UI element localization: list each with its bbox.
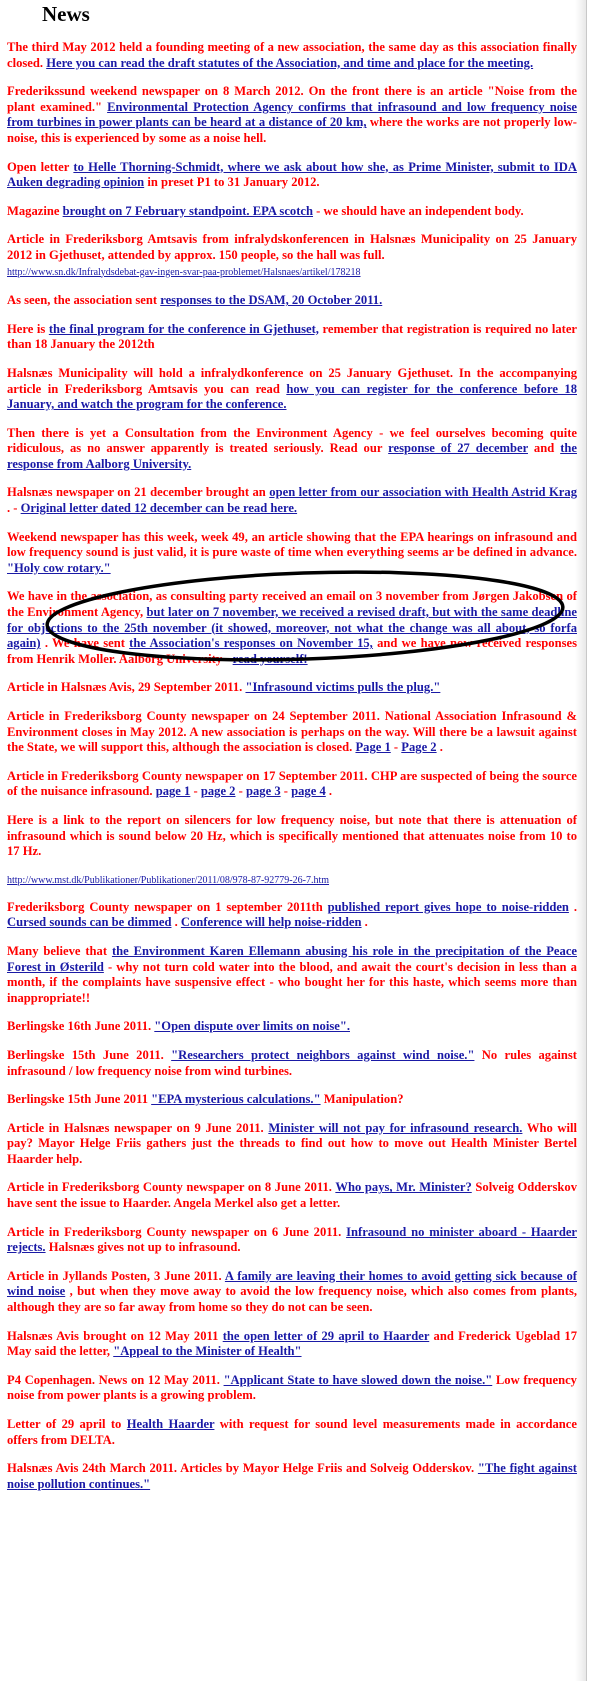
news-item — [7, 709, 577, 756]
news-text: Article in Jyllands Posten, 3 June 2011. — [7, 1268, 225, 1283]
news-item — [7, 1269, 577, 1316]
news-item — [7, 813, 577, 860]
news-text: Frederiksborg County newspaper on 1 september 2011th — [7, 899, 328, 914]
news-text: Berlingske 16th June 2011. — [7, 1019, 155, 1034]
news-link[interactable]: "Infrasound victims pulls the plug." — [245, 680, 441, 695]
news-item — [7, 485, 577, 516]
news-text: in preset P1 to 31 January 2012. — [144, 175, 320, 190]
news-link[interactable]: Health Haarder — [126, 1417, 215, 1431]
news-link[interactable]: the Environment Karen Ellemann abusing his role in the precipitation of the Peace Forest in Østerild — [7, 943, 577, 974]
news-text: Article in Frederiksborg County newspaper on 8 June 2011. — [7, 1180, 336, 1195]
news-link[interactable]: "EPA mysterious calculations." — [151, 1092, 321, 1107]
news-text: Weekend newspaper has this week, week 49, an article showing that the EPA hearings on infrasound and low frequency sound is just valid, it is pure waste of time when everything seems ar be defined in advance. — [7, 529, 577, 560]
news-link[interactable]: page 3 — [245, 784, 281, 799]
news-text: Halsnæs newspaper on 21 december brought an — [7, 485, 270, 500]
news-item — [7, 293, 577, 309]
news-link[interactable]: open letter from our association with Health Astrid Krag — [269, 485, 577, 500]
news-link[interactable]: Conference will help noise-ridden — [180, 915, 362, 930]
news-text: and we have now received responses from Henrik Moller. Aalborg University - — [7, 636, 578, 666]
news-text: where the works are not properly low-noise, this is experienced by some as a noise hell. — [7, 115, 578, 145]
news-link[interactable]: Original letter dated 12 december can be read here. — [20, 501, 298, 516]
news-item — [7, 1329, 577, 1360]
news-link[interactable]: read yourself! — [232, 651, 308, 666]
news-link[interactable]: page 1 — [155, 784, 191, 799]
news-text: . — [171, 915, 181, 930]
news-item — [7, 204, 577, 220]
news-item — [7, 84, 577, 146]
news-text: We have in the association, as consulting party received an email on 3 november from Jørgen Jakobsen of the Environment Agency, — [7, 589, 577, 620]
news-text: Letter of 29 april to — [7, 1417, 127, 1431]
news-link[interactable]: the final program for the conference in Gjethuset, — [48, 321, 319, 336]
news-text: Berlingske 15th June 2011 — [7, 1092, 152, 1107]
news-link[interactable]: but later on 7 november, we received a revised draft, but with the same deadline for objections to the 25th november (it showed, moreover, not what the change was all about, so forfa again) — [7, 605, 577, 651]
url-link[interactable]: http://www.sn.dk/Infralydsdebat-gav-ingen-svar-paa-problemet/Halsnaes/artikel/178218 — [7, 266, 361, 278]
news-text: and — [527, 441, 561, 456]
news-text: . — [361, 915, 368, 930]
news-link[interactable]: Infrasound no minister aboard - Haarder rejects. — [7, 1224, 577, 1255]
news-text: Many believe that — [7, 943, 112, 958]
news-text: Open letter — [7, 159, 74, 174]
news-item — [7, 1048, 577, 1079]
news-text: Article in Halsnæs newspaper on 9 June 2011. — [7, 1120, 269, 1135]
news-link[interactable]: Who pays, Mr. Minister? — [335, 1180, 472, 1195]
news-link[interactable]: page 2 — [200, 784, 236, 799]
news-item — [7, 944, 577, 1006]
news-link[interactable]: responses to the DSAM, 20 October 2011. — [160, 293, 383, 308]
news-link[interactable]: "Appeal to the Minister of Health" — [113, 1344, 302, 1359]
news-item — [7, 1461, 577, 1492]
news-item — [7, 769, 577, 800]
news-link[interactable]: Environmental Protection Agency confirms that infrasound and low frequency noise from turbines in power plants can be heard at a distance of 20 km, — [7, 99, 577, 130]
news-link[interactable]: the response from Aalborg University. — [7, 441, 577, 471]
news-link[interactable]: Here you can read the draft statutes of the Association, and time and place for the meeting. — [46, 55, 534, 70]
news-text: . — [568, 899, 577, 914]
news-link[interactable]: Page 1 — [355, 740, 391, 755]
news-text: . - — [7, 501, 21, 516]
news-text: with request for sound level measurements made in accordance offers from DELTA. — [7, 1417, 577, 1447]
news-text: Frederikssund weekend newspaper on 8 March 2012. On the front there is an article "Noise from the plant examined." — [7, 84, 577, 114]
news-item — [7, 1373, 577, 1404]
news-text: Halsnæs gives not up to infrasound. — [45, 1240, 241, 1255]
news-item — [7, 322, 577, 353]
news-text: P4 Copenhagen. News on 12 May 2011. — [7, 1372, 224, 1387]
news-text: - — [280, 784, 292, 799]
news-item — [7, 1417, 577, 1448]
news-text: , but when they move away to avoid the low frequency noise, which also comes from plants, although they are so far away from home so they do not can be seen. — [7, 1284, 578, 1315]
news-item — [7, 232, 577, 280]
news-text: Halsnæs Avis 24th March 2011. Articles by Mayor Helge Friis and Solveig Odderskov. — [7, 1461, 478, 1476]
news-link[interactable]: "Open dispute over limits on noise". — [154, 1019, 350, 1034]
news-text: remember that registration is required no later than 18 January the 2012th — [7, 321, 577, 352]
news-text: Manipulation? — [320, 1092, 404, 1107]
news-item — [7, 160, 577, 191]
news-link[interactable]: "The fight against noise pollution continues." — [7, 1461, 577, 1491]
news-text: Then there is yet a Consultation from the Environment Agency - we feel ourselves becoming quite ridiculous, as no answer apparently is treated seriously. Read our — [7, 425, 577, 456]
news-text: - we should have an independent body. — [313, 203, 524, 218]
news-item — [7, 1121, 577, 1168]
news-text: - — [190, 784, 201, 799]
news-text: Here is a link to the report on silencers for low frequency noise, but note that there is attenuation of infrasound which is sound below 20 Hz, which is specifically mentioned that attenuates noise from 10 to 17 Hz. — [7, 812, 577, 859]
news-item — [7, 1092, 577, 1108]
news-link[interactable]: A family are leaving their homes to avoid getting sick because of wind noise — [7, 1268, 578, 1299]
news-link[interactable]: Cursed sounds can be dimmed — [7, 915, 172, 930]
news-link[interactable]: Minister will not pay for infrasound research. — [268, 1120, 523, 1135]
news-text: Article in Frederiksborg Amtsavis from infralydskonferencen in Halsnæs Municipality on 25 January 2012 in Gjethuset, attended by approx. 150 people, so the hall was full. — [7, 232, 577, 262]
page-title: News — [42, 2, 90, 26]
news-link[interactable]: published report gives hope to noise-ridden — [327, 899, 569, 914]
news-text: No rules against infrasound / low frequency noise from wind turbines. — [7, 1047, 577, 1078]
url-row — [7, 873, 577, 887]
news-text: Halsnæs Avis brought on 12 May 2011 — [7, 1328, 223, 1343]
news-item — [7, 1180, 577, 1211]
news-text: The third May 2012 held a founding meeting of a new association, the same day as this association finally closed. — [7, 40, 577, 70]
news-link[interactable]: Page 2 — [401, 740, 437, 755]
news-item — [7, 1019, 577, 1035]
news-link[interactable]: the Association's responses on November 15, — [129, 636, 373, 651]
news-link[interactable]: "Researchers protect neighbors against wind noise." — [171, 1047, 475, 1062]
news-link[interactable]: page 4 — [291, 784, 326, 799]
news-text: Article in Frederiksborg County newspaper on 17 September 2011. CHP are suspected of being the source of the nuisance infrasound. — [7, 768, 577, 799]
news-text: - — [235, 784, 246, 799]
news-text: - — [390, 740, 402, 755]
news-link[interactable]: brought on 7 February standpoint. EPA scotch — [62, 203, 314, 218]
news-text: - why not turn cold water into the blood, and await the court's decision in less than a month, if the complaints have suspensive effect - who bought her for this haste, which seems more than inappropriate!! — [7, 959, 577, 1005]
url-link[interactable]: http://www.mst.dk/Publikationer/Publikationer/2011/08/978-87-92779-26-7.htm — [7, 874, 330, 886]
news-text: . — [325, 784, 333, 799]
news-item — [7, 589, 577, 667]
news-text: Solveig Odderskov have sent the issue to Haarder. Angela Merkel also get a letter. — [7, 1180, 577, 1211]
news-text: Halsnæs Municipality will hold a infralydkonference on 25 January Gjethuset. In the accompanying article in Frederiksborg Amtsavis you can read — [7, 365, 577, 396]
news-text: and Frederick Ugeblad 17 May said the letter, — [7, 1328, 577, 1359]
news-text: Article in Halsnæs Avis, 29 September 2011. — [7, 680, 246, 695]
news-text: Berlingske 15th June 2011. — [7, 1047, 172, 1062]
news-text: Magazine — [7, 203, 63, 218]
news-item — [7, 530, 577, 577]
news-text: Article in Frederiksborg County newspaper on 24 September 2011. National Association Infrasound & Environment closes in May 2012. A new association is perhaps on the way. Will there be a lawsuit against the State, we will support this, although the association is closed. — [7, 709, 577, 755]
news-link[interactable]: the open letter of 29 april to Haarder — [222, 1328, 430, 1343]
news-text: Low frequency noise from power plants is a growing problem. — [7, 1372, 577, 1403]
news-link[interactable]: "Applicant State to have slowed down the noise." — [223, 1372, 493, 1387]
news-link[interactable]: response of 27 december — [388, 441, 528, 456]
news-item — [7, 366, 577, 413]
news-link[interactable]: how you can register for the conference before 18 January, and watch the program for the conference. — [7, 381, 577, 412]
news-text: Article in Frederiksborg County newspaper on 6 June 2011. — [7, 1224, 347, 1239]
news-text: Who will pay? Mayor Helge Friis gathers just the threads to find out how to move out Health Minister Bertel Haarder help. — [7, 1120, 578, 1166]
news-text: Here is — [7, 321, 49, 336]
news-item — [7, 1225, 577, 1256]
news-item — [7, 680, 577, 696]
news-list — [7, 40, 577, 1505]
news-text: As seen, the association sent — [7, 293, 161, 308]
news-item — [7, 40, 577, 71]
news-item — [7, 426, 577, 473]
news-link[interactable]: "Holy cow rotary." — [7, 560, 111, 575]
news-link[interactable]: to Helle Thorning-Schmidt, where we ask about how she, as Prime Minister, submit to IDA Auken degrading opinion — [7, 159, 577, 190]
news-item — [7, 900, 577, 931]
news-text: . — [436, 740, 443, 755]
news-text: . We have sent — [40, 636, 130, 651]
